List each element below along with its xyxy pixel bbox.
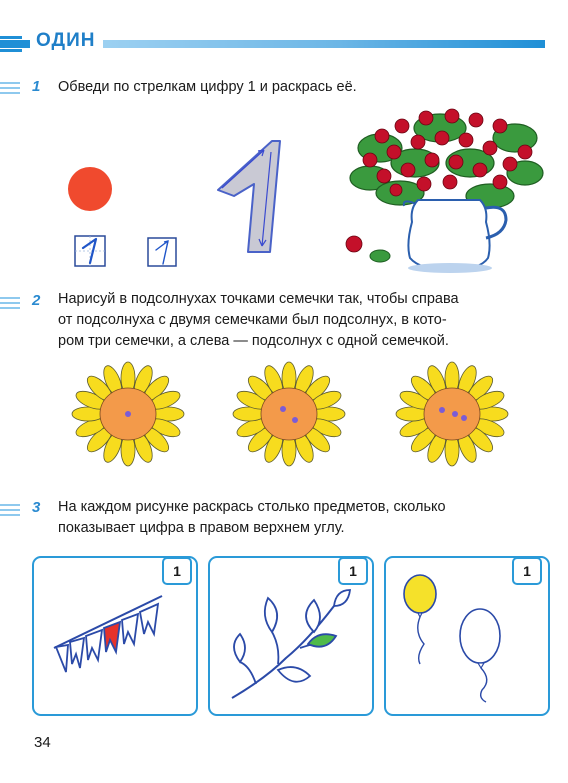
task-3-text-line: На каждом рисунке раскрась столько предметов, сколько	[58, 499, 446, 515]
task-2-text	[58, 289, 540, 352]
sunflower-seed	[292, 417, 298, 423]
task-2-number: 2	[32, 292, 41, 309]
sunflower-seed	[439, 407, 445, 413]
card-badge: 1	[162, 557, 192, 585]
task-1-text: Обведи по стрелкам цифру 1 и раскрась её.	[58, 79, 357, 95]
sunflower-seed	[461, 415, 467, 421]
sunflower-seed	[280, 406, 286, 412]
task-marker-icon	[0, 296, 26, 310]
flower-pot-picture	[340, 108, 550, 276]
task-2-text-line: ром три семечки, а слева — подсолнух с одной семечкой.	[58, 333, 449, 349]
sunflower-center	[261, 388, 317, 440]
sunflower[interactable]	[219, 358, 359, 470]
task-3-text-line: показывает цифра в правом верхнем углу.	[58, 520, 345, 536]
balloons-picture[interactable]	[398, 572, 518, 706]
task-3-number: 3	[32, 499, 41, 516]
task-2-text-line: Нарисуй в подсолнухах точками семечки так, чтобы справа	[58, 291, 459, 307]
task-2-text-line: от подсолнуха с двумя семечками был подсолнух, в кото-	[58, 312, 447, 328]
card-badge: 1	[338, 557, 368, 585]
card-badge: 1	[512, 557, 542, 585]
sunflower-seed	[125, 411, 131, 417]
red-circle[interactable]	[66, 165, 114, 213]
branch-with-leaves-picture[interactable]	[226, 586, 356, 702]
page-number: 34	[34, 734, 51, 751]
flag-garland-picture[interactable]	[50, 588, 180, 698]
sunflower-seed	[452, 411, 458, 417]
header-stripes-icon	[0, 34, 22, 54]
task-3-text	[58, 497, 540, 539]
big-digit-one[interactable]	[214, 138, 288, 256]
sunflower[interactable]	[382, 358, 522, 470]
sunflower[interactable]	[58, 358, 198, 470]
digit-box-1[interactable]	[74, 235, 106, 267]
task-marker-icon	[0, 503, 26, 517]
header-bar-gradient	[88, 40, 545, 48]
digit-box-2[interactable]	[147, 237, 177, 267]
task-1-number: 1	[32, 78, 41, 95]
page-title: ОДИН	[30, 30, 103, 52]
task-marker-icon	[0, 81, 26, 95]
